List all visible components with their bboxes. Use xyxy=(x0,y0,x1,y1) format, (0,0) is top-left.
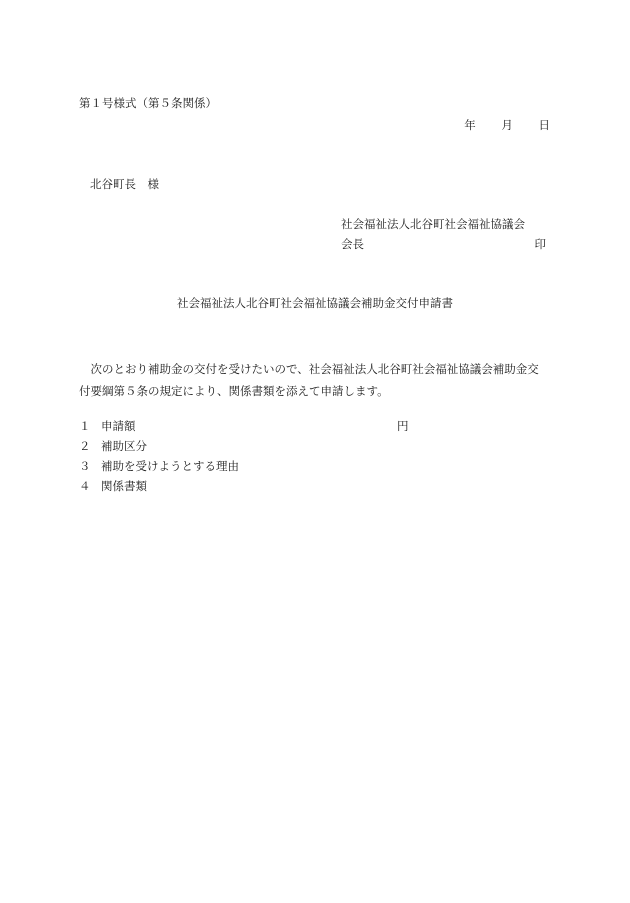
item-number: １ xyxy=(79,419,91,433)
applicant-title: 会長 xyxy=(341,237,364,251)
applicant-organization: 社会福祉法人北谷町社会福祉協議会 xyxy=(341,217,525,231)
item-label: 関係書類 xyxy=(101,479,147,493)
body-paragraph: 次のとおり補助金の交付を受けたいので、社会福祉法人北谷町社会福祉協議会補助金交付要綱第５条の規定により、関係書類を添えて申請します。 xyxy=(79,362,539,398)
form-number: 第１号様式（第５条関係） xyxy=(79,96,217,110)
list-item xyxy=(79,421,409,441)
item-unit: 円 xyxy=(397,419,409,433)
applicant-chair-row xyxy=(341,239,546,251)
date-line xyxy=(442,120,550,132)
date-day: 日 xyxy=(538,118,550,132)
document-title: 社会福祉法人北谷町社会福祉協議会補助金交付申請書 xyxy=(177,296,453,310)
list-item xyxy=(79,481,409,501)
item-number: ２ xyxy=(79,439,91,453)
item-list xyxy=(79,421,409,501)
item-number: ３ xyxy=(79,459,91,473)
list-item xyxy=(79,441,409,461)
list-item xyxy=(79,461,409,481)
item-label: 補助区分 xyxy=(101,439,147,453)
item-number: ４ xyxy=(79,479,91,493)
item-label: 補助を受けようとする理由 xyxy=(101,459,239,473)
addressee: 北谷町長 様 xyxy=(90,177,159,191)
item-label: 申請額 xyxy=(101,419,136,433)
date-year: 年 xyxy=(464,118,476,132)
seal-mark: 印 xyxy=(534,237,546,251)
date-month: 月 xyxy=(501,118,513,132)
